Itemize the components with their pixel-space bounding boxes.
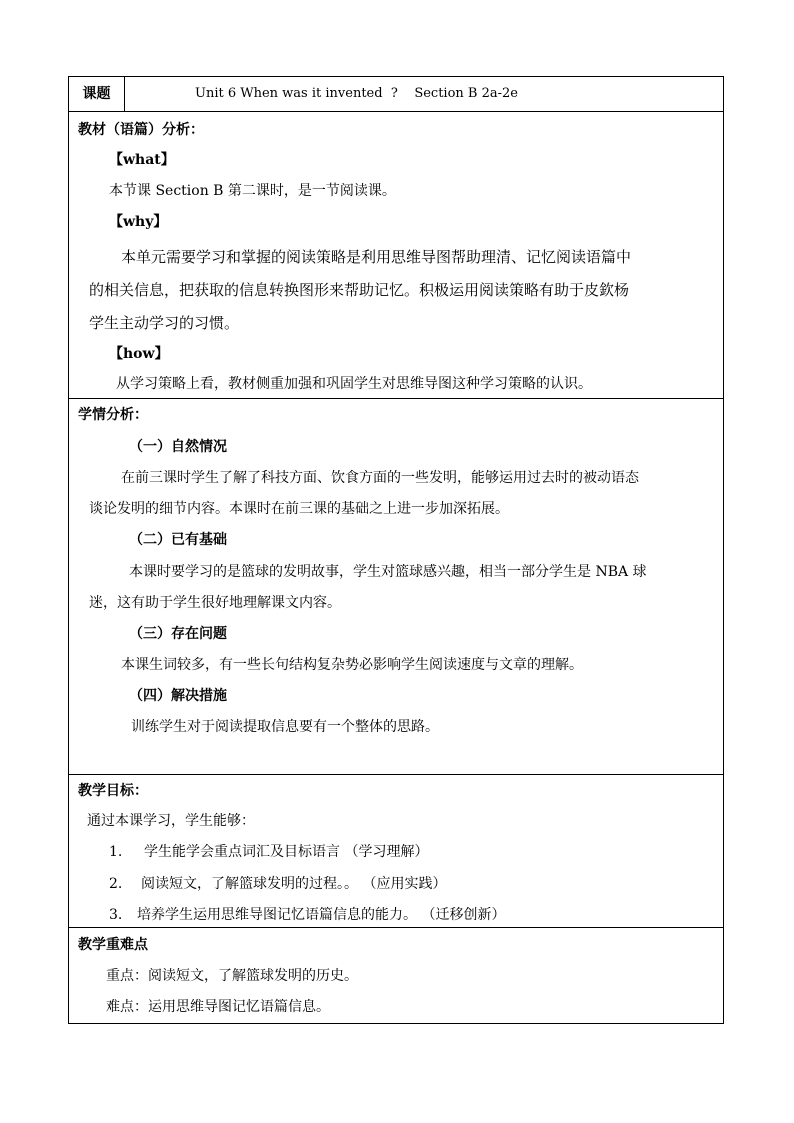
analysis-section — [69, 111, 723, 398]
how-label: 【how】 — [109, 346, 169, 362]
learner-heading: 学情分析： — [78, 407, 148, 423]
title-text: Unit 6 When was it invented ? Section B 2a-2e — [195, 86, 518, 101]
section-title: （四）解决措施 — [129, 688, 227, 704]
goal-text: 阅读短文，了解篮球发明的过程。。 （应用实践） — [141, 876, 447, 892]
title-label: 课题 — [69, 77, 125, 111]
why-label: 【why】 — [109, 214, 168, 230]
paragraph-line: 本课生词较多，有一些长句结构复杂势必影响学生阅读速度与文章的理解。 — [121, 657, 583, 673]
goal-number: 1. — [109, 844, 123, 860]
learner-section — [69, 398, 723, 774]
paragraph-line: 在前三课时学生了解了科技方面、饮食方面的一些发明，能够运用过去时的被动语态 — [121, 470, 639, 486]
what-label: 【what】 — [109, 152, 175, 168]
goal-text: 学生能学会重点词汇及目标语言 （学习理解） — [144, 844, 429, 860]
title-row — [69, 77, 723, 111]
goals-section — [69, 774, 723, 927]
section-title: （三）存在问题 — [129, 626, 227, 642]
focus-text: 重点：阅读短文，了解篮球发明的历史。 — [106, 968, 358, 984]
keypoints-heading: 教学重难点 — [78, 937, 148, 953]
analysis-heading: 教材（语篇）分析： — [78, 122, 204, 138]
difficulty-text: 难点：运用思维导图记忆语篇信息。 — [106, 999, 330, 1015]
paragraph-line: 本课时要学习的是篮球的发明故事，学生对篮球感兴趣，相当一部分学生是 NBA 球 — [129, 564, 647, 580]
section-title: （一）自然情况 — [129, 439, 227, 455]
why-line: 本单元需要学习和掌握的阅读策略是利用思维导图帮助理清、记忆阅读语篇中 — [121, 248, 632, 266]
why-line: 学生主动学习的习惯。 — [89, 314, 240, 332]
goal-number: 3. — [109, 907, 123, 923]
goals-intro: 通过本课学习，学生能够： — [87, 813, 255, 829]
why-line: 的相关信息，把获取的信息转换图形来帮助记忆。积极运用阅读策略有助于皮欽杨 — [89, 281, 630, 299]
goal-number: 2. — [109, 876, 123, 892]
keypoints-section — [69, 927, 723, 1023]
goals-heading: 教学目标： — [78, 783, 148, 799]
paragraph-line: 训练学生对于阅读提取信息要有一个整体的思路。 — [131, 719, 439, 735]
goal-text: 培养学生运用思维导图记忆语篇信息的能力。 （迁移创新） — [137, 907, 506, 923]
paragraph-line: 迷，这有助于学生很好地理解课文内容。 — [89, 595, 341, 611]
section-title: （二）已有基础 — [129, 532, 227, 548]
how-text: 从学习策略上看，教材侧重加强和巩固学生对思维导图这种学习策略的认识。 — [116, 376, 592, 392]
what-text: 本节课 Section B 第二课时，是一节阅读课。 — [109, 183, 396, 199]
paragraph-line: 谈论发明的细节内容。本课时在前三课的基础之上进一步加深拓展。 — [89, 501, 509, 517]
lesson-plan-table — [68, 76, 724, 1024]
